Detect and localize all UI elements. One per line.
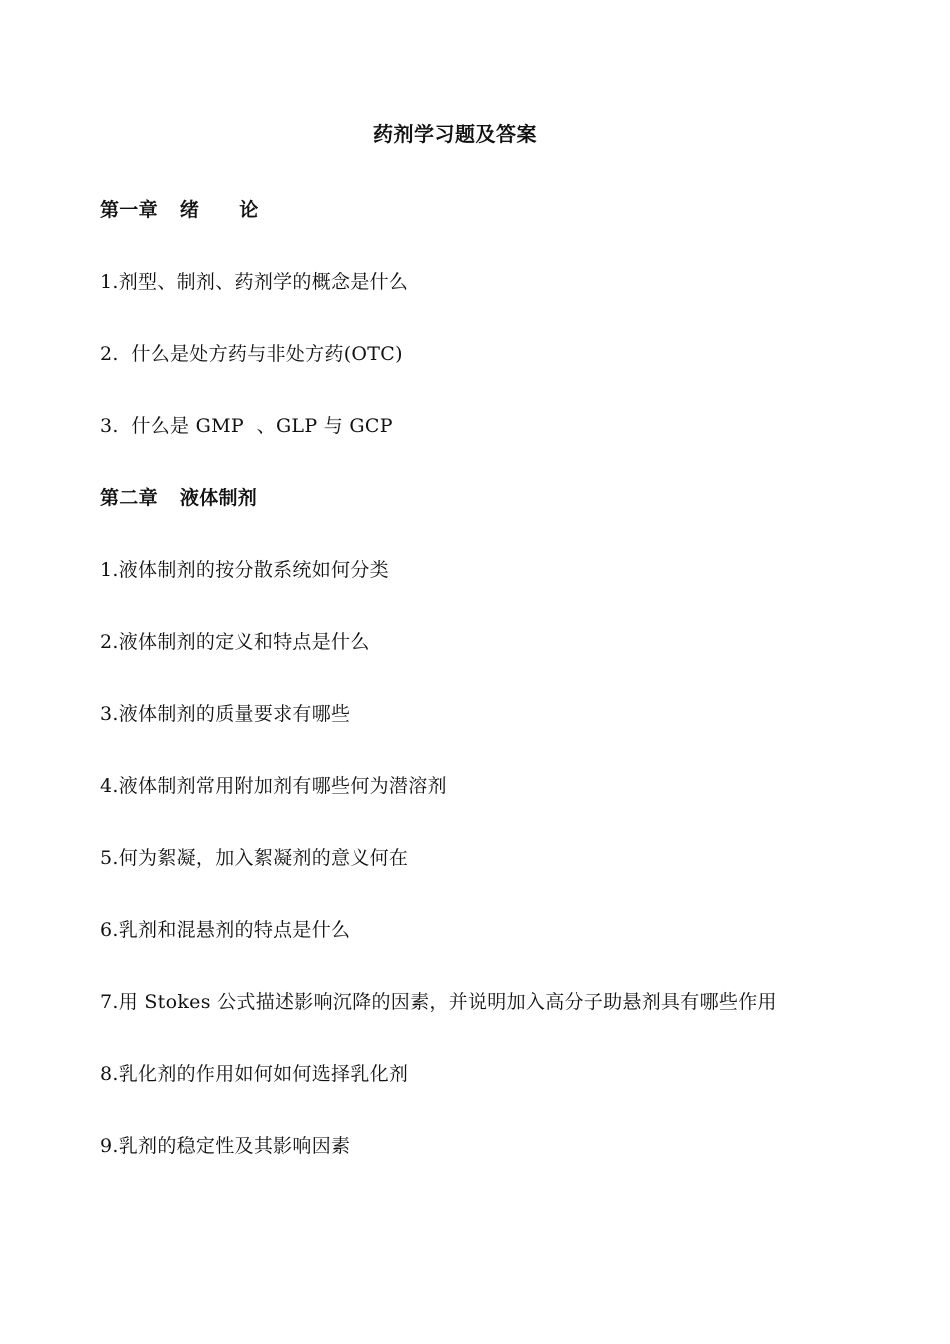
chapter-2-question: 9.乳剂的稳定性及其影响因素 (100, 1135, 351, 1157)
chapter-1-heading (100, 195, 259, 222)
chapter-2-question: 3.液体制剂的质量要求有哪些 (100, 703, 351, 725)
document-title: 药剂学习题及答案 (373, 122, 537, 146)
chapter-2-question: 5.何为絮凝，加入絮凝剂的意义何在 (100, 847, 409, 869)
chapter-2-question: 6.乳剂和混悬剂的特点是什么 (100, 919, 351, 941)
chapter-2-question: 1.液体制剂的按分散系统如何分类 (100, 559, 389, 581)
chapter-2-question: 8.乳化剂的作用如何如何选择乳化剂 (100, 1063, 409, 1085)
chapter-2-name: 液体制剂 (179, 487, 258, 509)
chapter-2-question: 2.液体制剂的定义和特点是什么 (100, 631, 370, 653)
chapter-2-question: 7.用 Stokes 公式描述影响沉降的因素，并说明加入高分子助悬剂具有哪些作用 (100, 991, 777, 1013)
chapter-1-question: 3. 什么是 GMP 、GLP 与 GCP (100, 415, 393, 437)
chapter-2-heading (100, 483, 257, 510)
chapter-2-question: 4.液体制剂常用附加剂有哪些何为潜溶剂 (100, 775, 447, 797)
chapter-1-question: 2. 什么是处方药与非处方药(OTC) (100, 343, 403, 365)
chapter-1-name-part1: 绪 (179, 199, 200, 221)
chapter-1-name-part2: 论 (239, 199, 259, 221)
chapter-2-label: 第二章 (100, 487, 158, 509)
chapter-1-question: 1.剂型、制剂、药剂学的概念是什么 (100, 271, 409, 293)
chapter-1-label: 第一章 (100, 199, 158, 221)
